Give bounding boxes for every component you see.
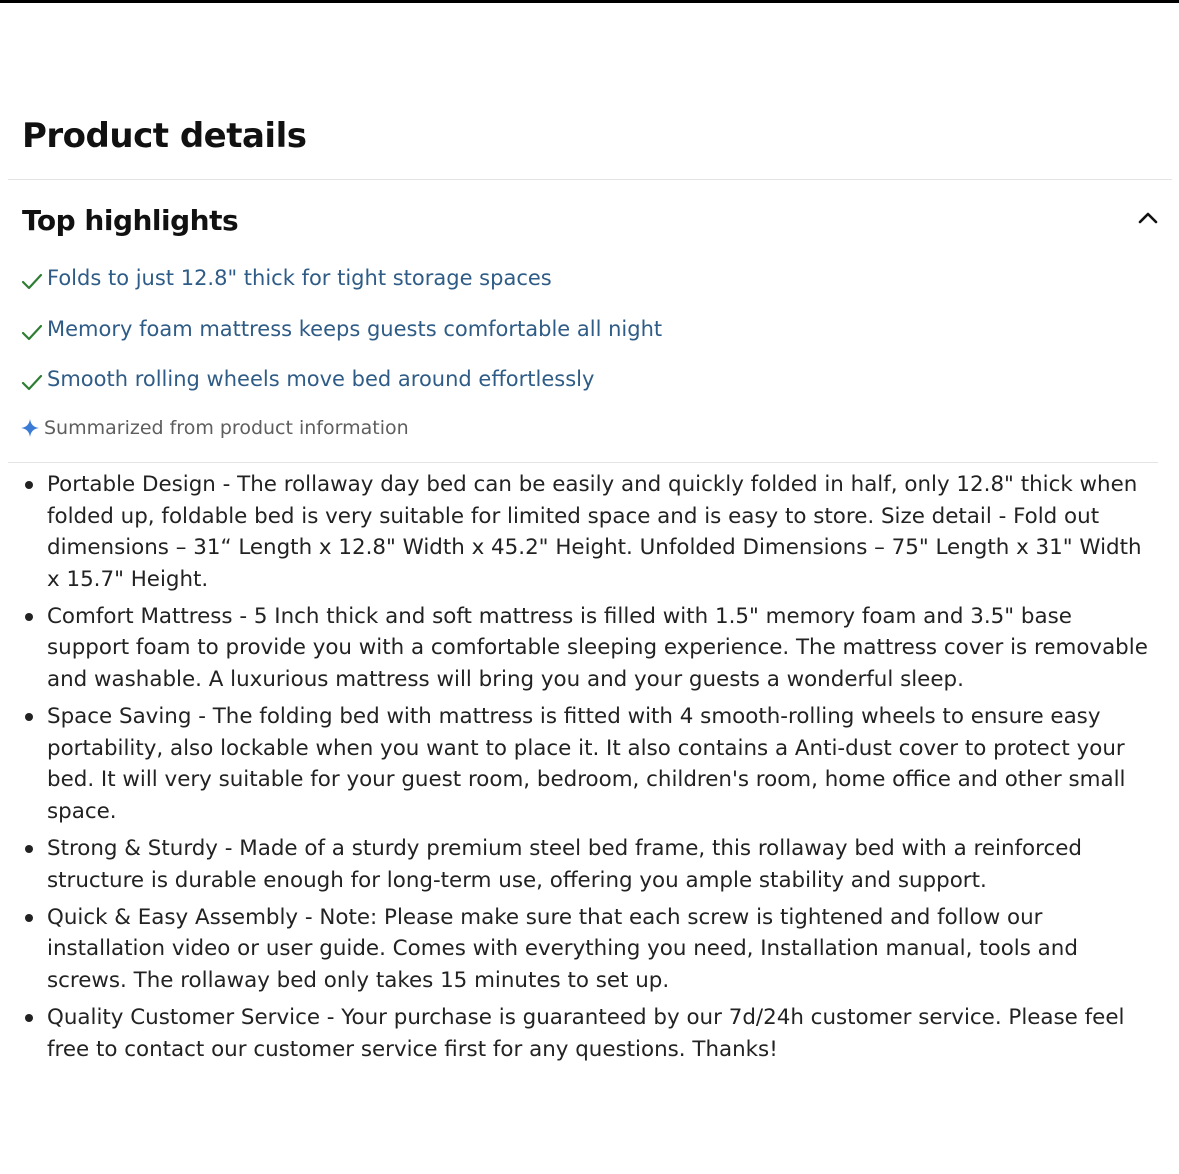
details-list (20, 469, 1160, 1071)
section-title: Top highlights (22, 204, 239, 237)
highlight-text: Folds to just 12.8" thick for tight storage spaces (47, 266, 552, 290)
highlight-text: Memory foam mattress keeps guests comfortable all night (47, 316, 663, 341)
highlight-item (20, 266, 1150, 317)
sparkle-icon (20, 418, 40, 438)
detail-text: Quick & Easy Assembly - Note: Please make sure that each screw is tightened and follow our installation video or user guide. Comes with everything you need, Installation manual, tools and screws. The rollaway bed only takes 15 minutes to set up. (47, 904, 1078, 993)
bullet-icon (25, 481, 33, 489)
detail-text: Comfort Mattress - 5 Inch thick and soft mattress is filled with 1.5" memory foam and 3.5" base support foam to provide you with a comfortable sleeping experience. The mattress cover is removable and washable. A luxurious mattress will bring you and your guests a wonderful sleep. (47, 603, 1148, 693)
highlight-item (20, 367, 1150, 418)
detail-item (20, 701, 1160, 827)
bullet-icon (25, 713, 33, 721)
summary-text: Summarized from product information (44, 417, 409, 439)
checkmark-icon (20, 269, 44, 293)
chevron-up-icon[interactable] (1134, 204, 1162, 232)
detail-item (20, 1002, 1160, 1065)
top-border (0, 0, 1179, 3)
detail-item (20, 601, 1160, 696)
detail-item (20, 833, 1160, 896)
page-title: Product details (22, 116, 307, 156)
highlight-item (20, 317, 1150, 368)
detail-text: Portable Design - The rollaway day bed can be easily and quickly folded in half, only 12.8" thick when folded up, foldable bed is very suitable for limited space and is easy to store. Size detail - Fold out dimensions – 31“ Length x 12.8" Width x 45.2" Height. Unfolded Dimensions – 75" Length x 31" Width x 15.7" Height. (47, 472, 1142, 592)
bullet-icon (25, 613, 33, 621)
detail-text: Strong & Sturdy - Made of a sturdy premium steel bed frame, this rollaway bed with a reinforced structure is durable enough for long-term use, offering you ample stability and support. (47, 836, 1082, 893)
detail-item (20, 902, 1160, 997)
bullet-icon (25, 845, 33, 853)
summary-note (20, 417, 409, 439)
detail-text: Quality Customer Service - Your purchase is guaranteed by our 7d/24h customer service. Please feel free to contact our customer service first for any questions. Thanks! (47, 1005, 1125, 1062)
divider (8, 179, 1172, 180)
bullet-icon (25, 1014, 33, 1022)
checkmark-icon (20, 320, 44, 344)
checkmark-icon (20, 370, 44, 394)
bullet-icon (25, 914, 33, 922)
detail-text: Space Saving - The folding bed with mattress is fitted with 4 smooth-rolling wheels to ensure easy portability, also lockable when you want to place it. It also contains a Anti-dust cover to protect your bed. It will very suitable for your guest room, bedroom, children's room, home office and other small space. (47, 704, 1126, 824)
divider (8, 462, 1158, 463)
highlight-text: Smooth rolling wheels move bed around effortlessly (47, 367, 595, 391)
detail-item (20, 469, 1160, 595)
top-highlights-header[interactable] (0, 196, 1179, 248)
highlights-list (20, 266, 1150, 418)
